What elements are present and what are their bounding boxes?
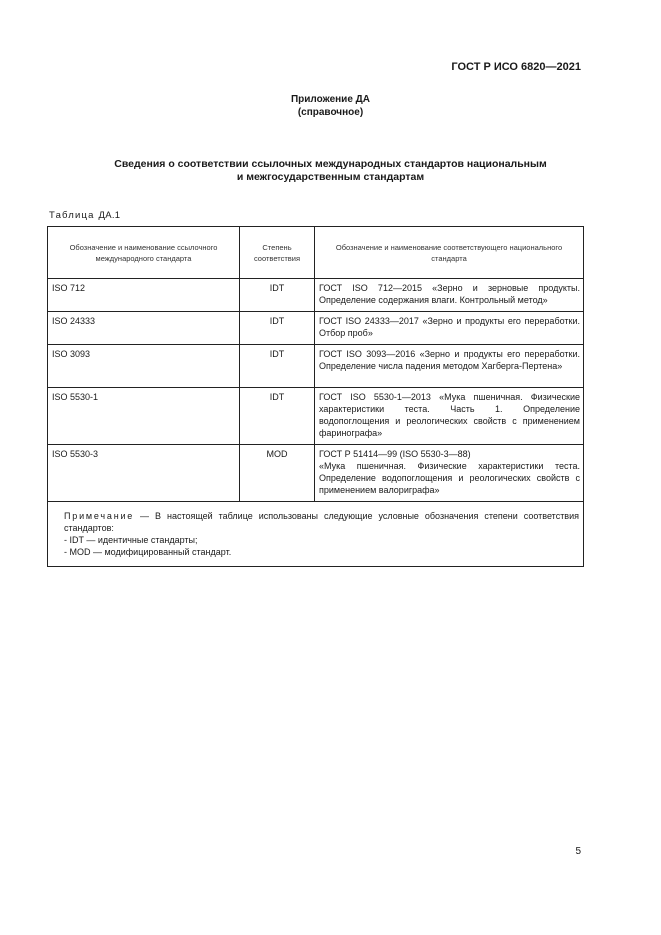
intl-standard-cell: ISO 3093 [52,349,91,359]
intl-standard-cell: ISO 5530-3 [52,449,99,459]
note-label: Примечание [64,511,135,521]
national-standard-cell: ГОСТ ISO 5530-1—2013 «Мука пшеничная. Физические характеристики теста. Часть 1. Определение водопоглощения и реологических свойств с применением фаринографа» [319,392,580,438]
column-header-national: Обозначение и наименование соответствующего национального стандарта [315,227,584,279]
degree-cell: IDT [269,316,285,326]
note-text: — В настоящей таблице использованы следующие условные обозначения степени соответствия стандартов: [64,511,579,533]
degree-cell: MOD [266,449,288,459]
table-note-row [48,502,584,567]
national-standard-code: ГОСТ Р 51414—99 (ISO 5530-3—88) [319,449,471,459]
national-standard-name: «Мука пшеничная. Физические характеристики теста. Определение водопоглощения и реологических свойств с применением валориграфа» [319,461,580,495]
table-row [48,388,584,445]
intl-standard-cell: ISO 5530-1 [52,392,99,402]
section-title-line2: и межгосударственным стандартам [236,171,425,183]
national-standard-cell [315,445,583,501]
standards-table [47,226,584,567]
appendix-title: Приложение ДА [290,94,371,105]
table-label-number: ДА.1 [98,210,121,221]
page-number: 5 [575,846,581,857]
section-title [60,158,601,184]
table-row [48,279,584,312]
intl-standard-cell: ISO 712 [52,283,86,293]
table-label-word: Таблица [49,210,95,221]
national-standard-cell: ГОСТ ISO 712—2015 «Зерно и зерновые продукты. Определение содержания влаги. Контрольный метод» [319,283,580,305]
intl-standard-cell: ISO 24333 [52,316,96,326]
column-header-degree: Степень соответствия [240,227,315,279]
note-item-idt: - IDT — идентичные стандарты; [64,535,198,545]
section-title-line1: Сведения о соответствии ссылочных международных стандартов национальным [114,158,547,170]
table-note [48,502,583,562]
appendix-subtitle: (справочное) [297,107,364,118]
note-paragraph [64,510,579,534]
national-standard-cell: ГОСТ ISO 3093—2016 «Зерно и продукты его переработки. Определение числа падения методом Хагберга-Пертена» [319,349,580,371]
note-item-mod: - MOD — модифицированный стандарт. [64,547,232,557]
table-header-row [48,227,584,279]
appendix-heading [0,93,661,119]
table-row [48,312,584,345]
degree-cell: IDT [269,392,285,402]
degree-cell: IDT [269,283,285,293]
degree-cell: IDT [269,349,285,359]
table-label [49,210,120,221]
table-row [48,445,584,502]
table-row [48,345,584,388]
national-standard-cell: ГОСТ ISO 24333—2017 «Зерно и продукты его переработки. Отбор проб» [319,316,580,338]
document-code: ГОСТ Р ИСО 6820—2021 [451,61,581,73]
column-header-international: Обозначение и наименование ссылочного международного стандарта [48,227,240,279]
